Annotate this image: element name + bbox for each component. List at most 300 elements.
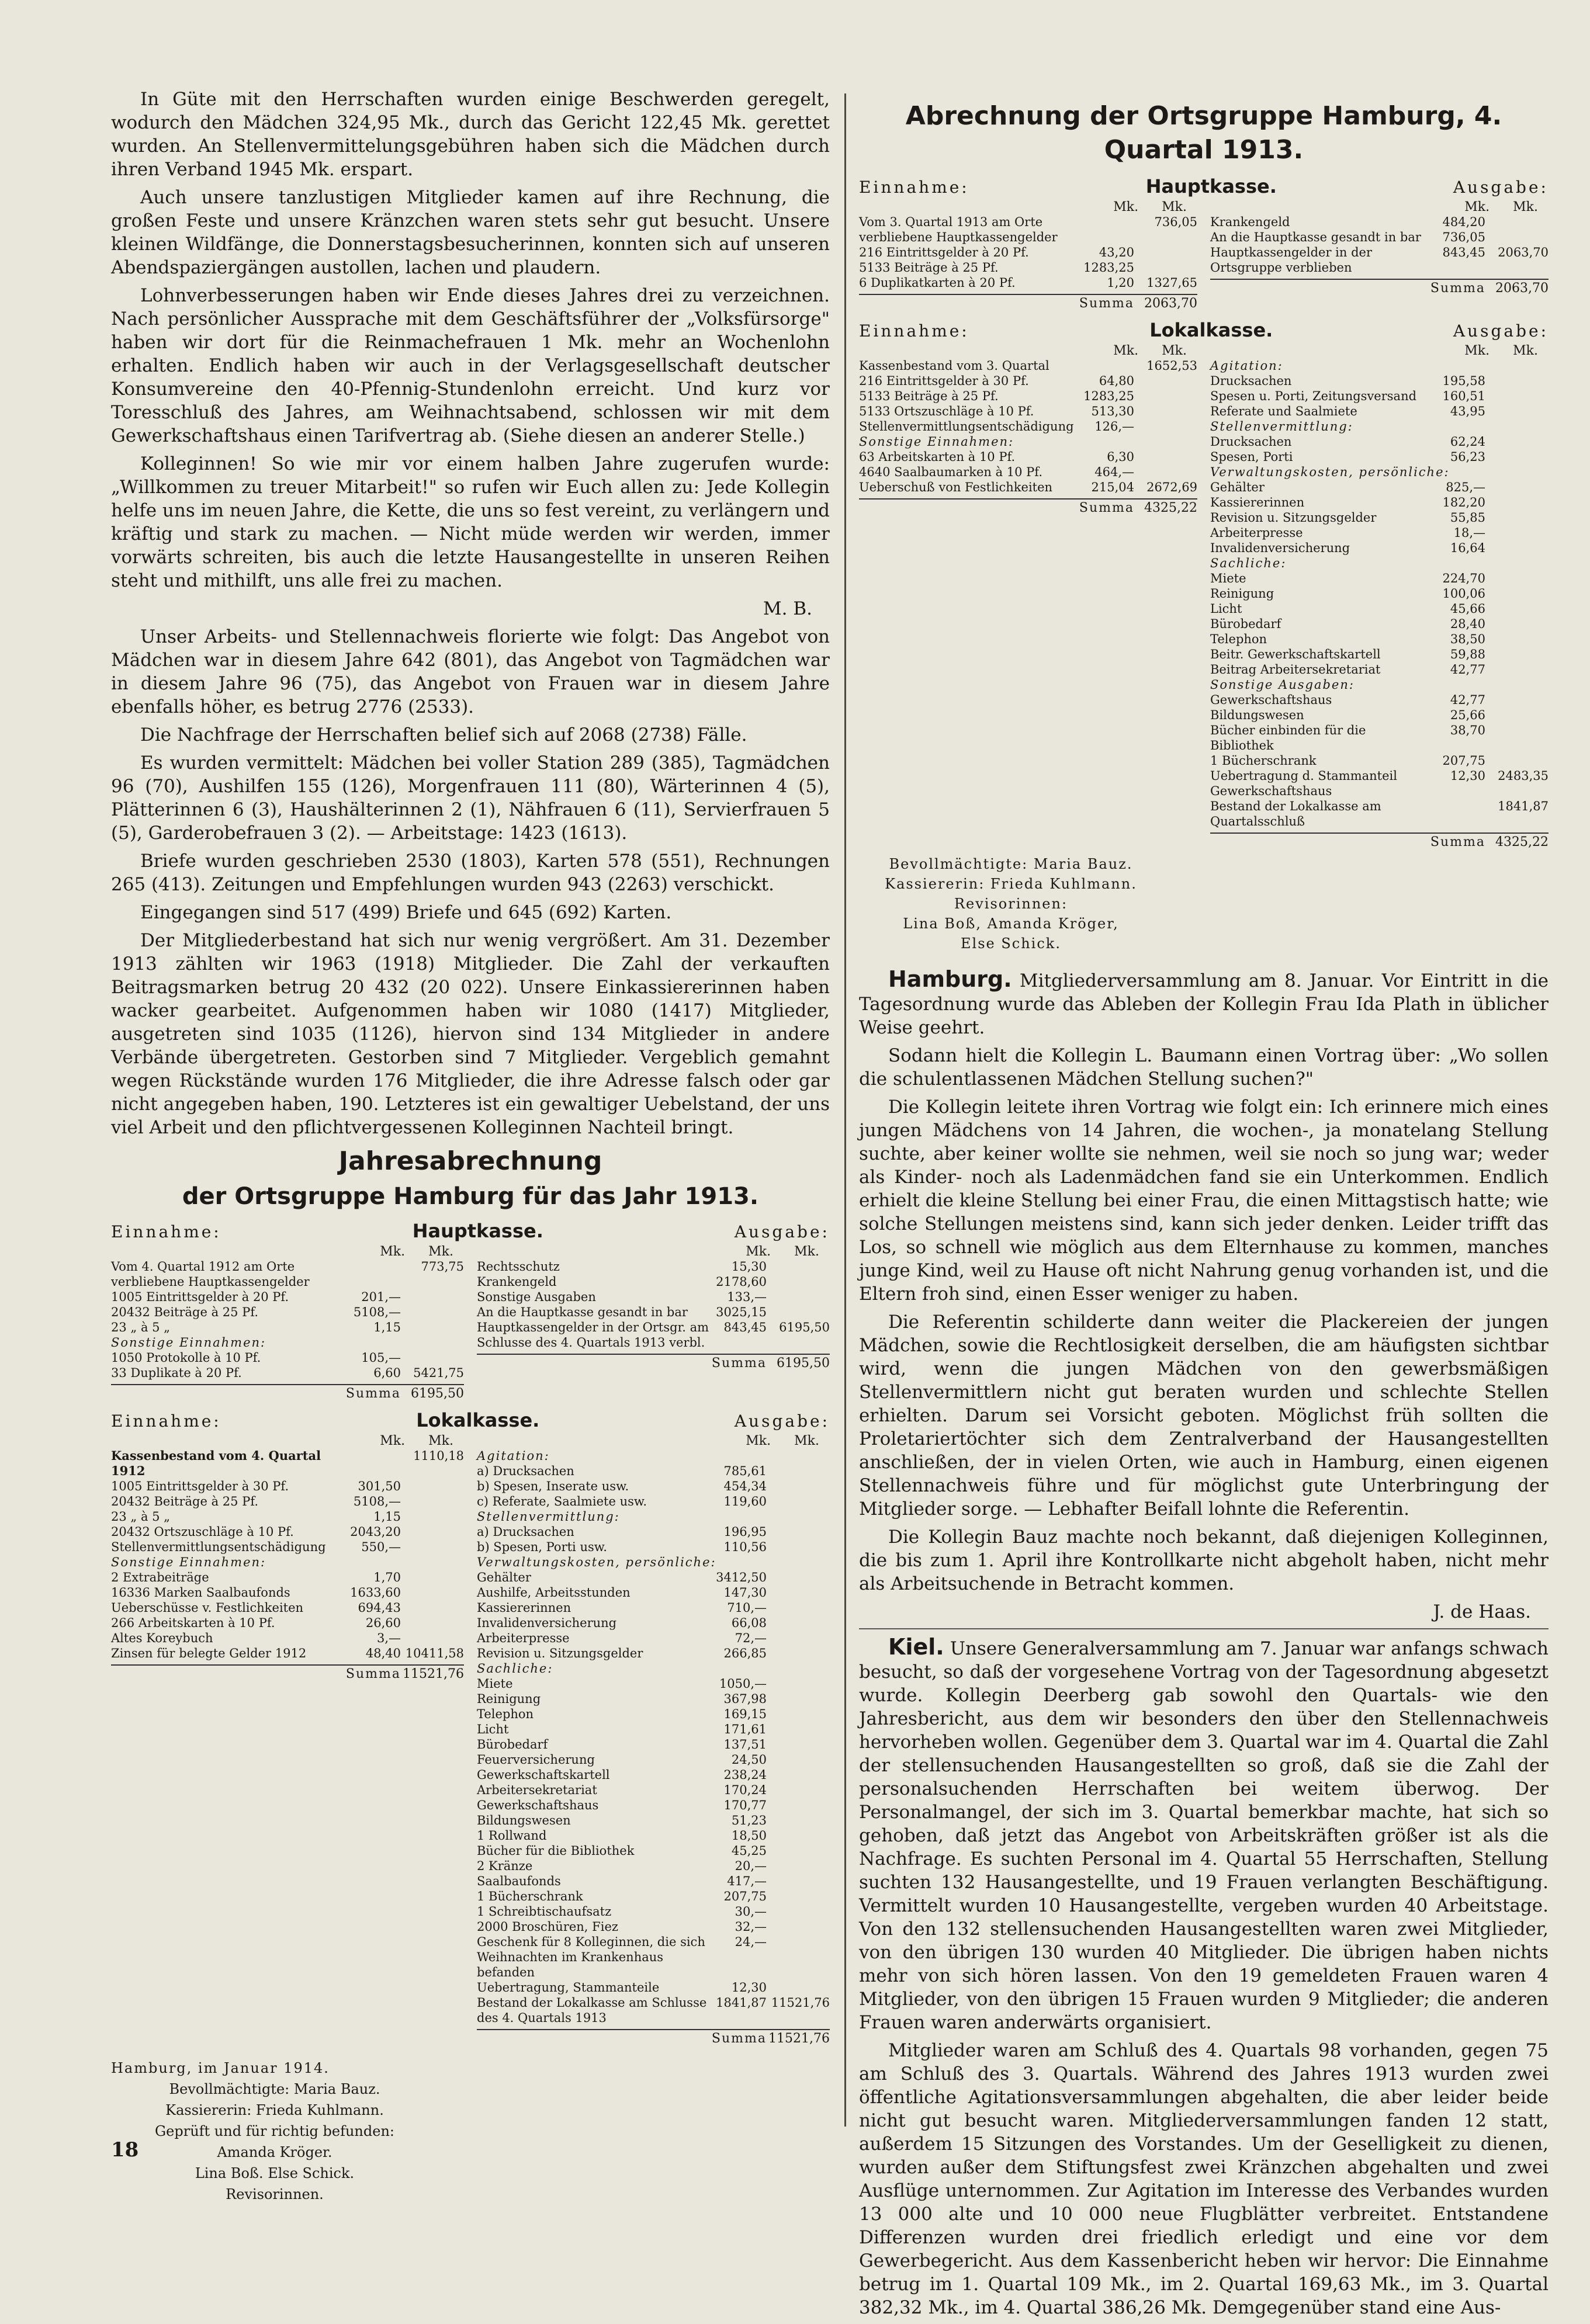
row-label: Bücher einbinden für die Bibliothek [1210,723,1366,752]
account-sum [111,1384,464,1401]
account-row [859,245,1197,260]
account-row [111,1600,464,1615]
row-total [1485,434,1549,449]
row-amount: 1841,87 [716,1996,767,2010]
sum-value: 4325,22 [1495,835,1549,849]
row-amount: 6,60 [373,1366,401,1380]
row-amount: 484,20 [1442,215,1485,229]
row-label: b) Spesen, Inserate usw. [477,1479,629,1493]
row-label: Altes Koreybuch [111,1631,213,1645]
row-amount: 55,85 [1450,511,1485,525]
account-row [111,1524,464,1539]
sum-label: Summa [1430,835,1485,849]
row-amount: 119,60 [723,1494,767,1508]
account-row [1210,389,1549,404]
account-sum [859,294,1197,311]
row-amount: 51,23 [731,1813,767,1827]
row-amount: 3,— [376,1631,401,1645]
paragraph-text: Die Kollegin Bauz machte noch bekannt, daß diejenigen Kolleginnen, die bis zum 1. April ihre Kontrollkarte nicht abgeholt haben, nicht mehr als Arbeitsuchende in Betracht kommen. [859,1527,1549,1594]
paragraph-text: Mitgliederversammlung am 8. Januar. Vor Eintritt in die Tagesordnung wurde das Ableben der Kollegin Frau Ida Plath in üblicher Weise geehrt. [859,970,1549,1038]
row-total [401,1631,464,1646]
account-row [477,1570,830,1585]
hamburg-signature: J. de Haas. [1433,1601,1531,1622]
row-label: 1 Schreibtischaufsatz [477,1905,612,1919]
account-body [859,200,1549,311]
row-total: 773,75 [421,1260,464,1274]
row-amount: 169,15 [723,1707,767,1721]
account-sum [477,1354,830,1371]
row-amount: 105,— [361,1351,401,1365]
row-label: Feuerversicherung [477,1753,595,1767]
account-row [859,358,1197,373]
sum-value: 2063,70 [1495,281,1549,296]
row-amount: 182,20 [1442,495,1485,509]
account-row [859,480,1197,495]
account-row [477,1919,830,1934]
row-label: Gehälter [477,1570,531,1584]
row-total [401,1585,464,1600]
account-sum [859,498,1197,515]
row-label: Sonstige Ausgaben [477,1290,596,1304]
row-amount: 28,40 [1450,617,1485,631]
account-row [477,1479,830,1494]
unit-labels [1210,344,1549,358]
account-row [1210,616,1549,632]
row-amount: 5108,— [353,1494,401,1508]
row-total [767,1919,830,1934]
row-amount: 43,95 [1450,404,1485,418]
row-label: Invalidenversicherung [477,1616,617,1630]
row-amount: 42,77 [1450,662,1485,677]
signer-line: Lina Boß, Amanda Kröger, [903,915,1119,932]
row-total [767,1631,830,1646]
account-left-head: Einnahme: [111,1411,221,1431]
account-row [1210,662,1549,677]
account-row [111,1570,464,1585]
account-row [1210,434,1549,449]
paragraph [859,1310,1549,1521]
row-label: Verwaltungskosten, persönliche: [477,1555,716,1569]
account-row [111,1365,464,1380]
account-row [1210,358,1549,373]
row-total [1485,404,1549,419]
row-amount: 1,20 [1107,276,1134,290]
row-total: 1327,65 [1146,276,1197,290]
row-total [1485,389,1549,404]
row-label: Arbeiterpresse [1210,526,1303,540]
row-total [767,1274,830,1289]
row-amount: 694,43 [358,1601,401,1615]
account-expense [1210,200,1549,311]
account-row [1210,495,1549,510]
row-amount: 20,— [735,1859,767,1873]
row-label: 16336 Marken Saalbaufonds [111,1586,290,1600]
paragraph-text: Sodann hielt die Kollegin L. Baumann einen Vortrag über: „Wo sollen die schulentlassenen Mädchen Stellung suchen?" [859,1045,1549,1090]
report-head-kiel: Kiel. [888,1634,944,1660]
unit-a: Mk. [746,1434,771,1448]
row-total [767,1706,830,1722]
row-amount: 201,— [361,1290,401,1304]
signer-line: Geprüft und für richtig befunden: [154,2123,394,2139]
row-total [767,1737,830,1752]
row-label: 1 Rollwand [477,1829,547,1843]
intro-text [111,88,830,592]
row-total [1485,662,1549,677]
unit-labels [477,1434,830,1448]
row-total [401,1479,464,1494]
row-amount: 126,— [1094,419,1134,433]
row-amount: 224,70 [1442,571,1485,585]
sum-label: Summa [1079,501,1134,515]
paragraph [859,1095,1549,1306]
account-expense [477,1434,830,2046]
row-amount: 45,66 [1450,602,1485,616]
row-label: 1005 Eintrittsgelder à 30 Pf. [111,1479,289,1493]
account-row [111,1479,464,1494]
row-total [767,1813,830,1828]
row-label: Spesen, Porti [1210,450,1293,464]
row-label: Bürobedarf [477,1737,548,1751]
row-amount: 56,23 [1450,450,1485,464]
account-expense [1210,344,1549,849]
row-label: 266 Arbeitskarten à 10 Pf. [111,1616,275,1630]
paragraph: Eingegangen sind 517 (499) Briefe und 645 (692) Karten. [140,902,672,923]
account-row [1210,540,1549,556]
row-amount: 513,30 [1091,404,1134,418]
account-row [477,1259,830,1274]
row-total [1485,692,1549,707]
row-label: Bürobedarf [1210,617,1281,631]
row-total [401,1570,464,1585]
paragraph: Unser Arbeits- und Stellennachweis florierte wie folgt: Das Angebot von Mädchen war in diesem Jahre 642 (801), das Angebot von Tagmädchen war in diesem Jahre 96 (75), das Angebot von Frauen war in diesem Jahre ebenfalls höher, es betrug 2776 (2533). [111,626,830,717]
row-total [1485,586,1549,601]
row-label: Saalbaufonds [477,1874,561,1888]
row-total [1485,723,1549,753]
page-number: 18 [111,2138,139,2162]
unit-labels [1210,200,1549,214]
account-row [1210,677,1549,692]
account-row [1210,723,1549,753]
row-label: 20432 Ortszuschläge à 10 Pf. [111,1525,294,1539]
row-label: Zinsen für belegte Gelder 1912 [111,1646,307,1660]
row-total [767,1524,830,1539]
row-amount: 238,24 [723,1768,767,1782]
row-label: Arbeitersekretariat [477,1783,597,1797]
row-label: Drucksachen [1210,435,1292,449]
unit-a: Mk. [380,1434,406,1448]
account-row [477,1889,830,1904]
sum-label: Summa [711,1356,767,1371]
row-label: Uebertragung, Stammanteile [477,1980,660,1995]
account-row [859,389,1197,404]
paragraph-text: Mitglieder waren am Schluß des 4. Quartals 98 vorhanden, gegen 75 am Schluß des 3. Quartals. Während des Jahres 1913 wurden zwei öffentliche Agitationsversammlungen abgehalten, die aber leider beide nicht gut besucht waren. Mitgliederversammlungen fanden 12 statt, außerdem 15 Sitzungen des Vorstandes. Um der Geselligkeit zu dienen, wurden außer dem Stiftungsfest zwei Kränzchen abgehalten und zwei Ausflüge unternommen. Zur Agitation im Interesse des Verbandes wurden 13 000 alte und 10 000 neue Flugblätter verbreitet. Entstandene Differenzen wurden drei friedlich erledigt und eine vor dem Gewerbegericht. Aus dem Kassenbericht heben wir hervor: Die Einnahme betrug im 1. Quartal 109 Mk., im 2. Quartal 169,63 Mk., im 3. Quartal 382,32 Mk., im 4. Quartal 386,26 Mk. Demgegenüber stand eine Aus- [859,2040,1549,2318]
row-label: a) Drucksachen [477,1464,574,1478]
account-row [477,1615,830,1631]
unit-a: Mk. [746,1244,771,1259]
account-mid-head: Hauptkasse. [1145,175,1277,197]
account-row [477,1752,830,1767]
row-total [1485,480,1549,495]
account-row [477,1980,830,1995]
sum-label: Summa [711,2031,767,2046]
account-row [1210,464,1549,480]
account-row [111,1289,464,1305]
account-row [477,1509,830,1524]
row-amount: 38,50 [1450,632,1485,646]
row-label: 1 Bücherschrank [477,1889,583,1903]
signer-line: Else Schick. [961,935,1061,952]
row-label: Bildungswesen [477,1813,571,1827]
account-row [111,1615,464,1631]
left-column [111,88,830,2205]
sum-value: 2063,70 [1144,296,1197,311]
row-total: 6195,50 [779,1320,830,1334]
sum-value: 4325,22 [1144,501,1197,515]
row-label: Sonstige Einnahmen: [111,1555,266,1569]
row-total [1485,214,1549,230]
row-label: 216 Eintrittsgelder à 30 Pf. [859,374,1029,388]
row-amount: 43,20 [1099,245,1134,259]
row-total [401,1289,464,1305]
row-label: 5133 Beiträge à 25 Pf. [859,389,999,403]
row-amount [1429,799,1485,829]
paragraph: In Güte mit den Herrschaften wurden einige Beschwerden geregelt, wodurch den Mädchen 324,95 Mk., durch das Gericht 122,45 Mk. gerettet wurden. An Stellenvermittelungsgebühren haben sich die Mädchen durch ihren Verband 1945 Mk. erspart. [111,89,830,180]
account-row [477,1274,830,1289]
row-amount: 59,88 [1450,647,1485,661]
row-amount: 6,30 [1107,450,1134,464]
row-total [767,1752,830,1767]
row-total [401,1615,464,1631]
row-label: Reinigung [1210,587,1274,601]
row-label: c) Referate, Saalmiete usw. [477,1494,647,1508]
account-row [111,1585,464,1600]
account-row [111,1335,464,1350]
account-row [477,1494,830,1509]
row-total [1134,404,1197,419]
signer-line: Kassiererin: Frieda Kuhlmann. [885,876,1137,892]
unit-b: Mk. [428,1244,453,1259]
account-row [477,1539,830,1555]
row-amount: 843,45 [723,1320,767,1334]
row-label: Stellenvermittlung: [1210,419,1353,433]
row-amount: 195,58 [1442,374,1485,388]
row-amount: 72,— [735,1631,767,1645]
row-label: Gewerkschaftskartell [477,1768,610,1782]
row-amount: 42,77 [1450,693,1485,707]
row-amount: 32,— [735,1920,767,1934]
row-amount: 12,30 [1450,769,1485,783]
sum-value: 11521,76 [768,2031,830,2046]
row-amount: 110,56 [723,1540,767,1554]
row-amount: 367,98 [723,1692,767,1706]
paragraph-text: Die Kollegin leitete ihren Vortrag wie folgt ein: Ich erinnere mich eines jungen Mädchens von 14 Jahren, die wochen-, ja monatelang Stellung suchte, aber keiner wollte sie nehmen, weil sie noch so jung war; weder als Kinder- noch als Ladenmädchen fand sie ein Unterkommen. Endlich erhielt die kleine Stellung bei einer Frau, die einen Mittagstisch hatte; wie solche Stellungen meistens sind, kann sich jeder denken. Leider trifft das Los, so schnell wie möglich aus dem Elternhause zu kommen, manches junge Kind, weil zu Hause oft nicht Nahrung genug vorhanden ist, und die Eltern froh sind, einen Esser weniger zu haben. [859,1097,1549,1305]
row-total [1134,449,1197,464]
account-row [477,1934,830,1980]
signer-line: Bevollmächtigte: Maria Bauz. [169,2081,380,2097]
account-row [477,1524,830,1539]
hamburg-report [859,967,1549,1624]
row-total: 10411,58 [405,1646,464,1660]
paragraph: Kolleginnen! So wie mir vor einem halben Jahre zugerufen wurde: „Willkommen zu treuer Mitarbeit!" so rufen wir Euch allen zu: Jede Kollegin helfe uns im neuen Jahre, die Kette, die uns so fest vereint, zu verlängern und kräftig und stark zu machen. — Nicht müde werden wir werden, immer vorwärts schreiten, bis auch die letzte Hausangestellte in unseren Reihen steht und mithilft, uns alle frei zu machen. [111,453,830,591]
row-label: Bildungswesen [1210,708,1304,722]
row-label: Stellenvermittlungsentschädigung [111,1540,326,1554]
row-amount: 266,85 [723,1646,767,1660]
paragraph-text: Die Referentin schilderte dann weiter die Plackereien der jungen Mädchen, sowie die Rechtlosigkeit derselben, die am häufigsten sichtbar wird, wenn die jungen Mädchen von den gewerbsmäßigen Stellenvermittlern nicht gut beraten wurden und schlechte Stellen erhielten. Darum sei Vorsicht geboten. Möglichst früh sollten die Proletariertöchter sich dem Zentralverband der Hausangestellten anschließen, der in vielen Orten, wie auch in Hamburg, einen eigenen Stellennachweis führe und für möglichst gute Unterbringung der Mitglieder sorge. — Lebhafter Beifall lohnte die Referentin. [859,1312,1549,1520]
row-label: Miete [1210,571,1246,585]
row-total [767,1874,830,1889]
row-label: Bücher für die Bibliothek [477,1844,635,1858]
row-amount: 1633,60 [350,1586,401,1600]
account-row [859,275,1197,290]
row-total [1134,245,1197,260]
row-total [1485,707,1549,723]
signer-line: Amanda Kröger. [217,2144,332,2160]
account-row [1210,525,1549,540]
row-label: Ueberschuß von Festlichkeiten [859,480,1053,494]
row-total [1485,495,1549,510]
account-row [1210,586,1549,601]
row-label: Referate und Saalmiete [1210,404,1357,418]
row-amount: 170,24 [723,1783,767,1797]
account-left-head: Einnahme: [111,1222,221,1241]
row-total: 2672,69 [1146,480,1197,494]
account-right-head: Ausgabe: [734,1411,830,1431]
row-label: Licht [1210,602,1242,616]
account-row [111,1320,464,1335]
row-label: Hauptkassengelder in der Ortsgruppe verblieben [1210,245,1372,275]
account-row [1210,214,1549,230]
account-row [477,1600,830,1615]
row-amount: 301,50 [358,1479,401,1493]
signer-line: Revisorinnen: [954,896,1068,912]
account-row [477,1691,830,1706]
row-label: Licht [477,1722,509,1736]
row-amount: 16,64 [1450,541,1485,555]
row-label: Vom 3. Quartal 1913 am Orte verbliebene Hauptkassengelder [859,215,1058,244]
row-total [767,1934,830,1980]
row-label: Revision u. Sitzungsgelder [1210,511,1377,525]
row-total [1485,525,1549,540]
row-total: 1652,53 [1146,359,1197,373]
account-header [859,319,1549,341]
row-amount: 45,25 [731,1844,767,1858]
row-total [1485,230,1549,245]
account-row [477,1585,830,1600]
account-header [859,175,1549,197]
account-row [1210,768,1549,799]
account-row [1210,480,1549,495]
row-total: 2483,35 [1498,769,1549,783]
row-amount: 417,— [727,1874,767,1888]
stats-text [111,625,830,1139]
row-total [767,1570,830,1585]
row-amount: 710,— [727,1601,767,1615]
row-total [767,1289,830,1305]
account-row [477,1463,830,1479]
row-total [767,1722,830,1737]
account-row [477,1646,830,1661]
account-row [1210,753,1549,768]
row-label: Invalidenversicherung [1210,541,1350,555]
row-amount [345,1448,401,1479]
row-total [767,1479,830,1494]
row-label: Sonstige Einnahmen: [111,1336,266,1350]
account-left-head: Einnahme: [859,178,969,197]
row-label: Gewerkschaftshaus [477,1798,599,1812]
sum-label: Summa [1079,296,1134,311]
row-label: 1 Bücherschrank [1210,754,1317,768]
row-total [401,1524,464,1539]
row-label: Stellenvermittlung: [477,1510,620,1524]
account-row [477,1737,830,1752]
row-total [767,1828,830,1843]
row-total [1485,373,1549,389]
row-amount: 38,70 [1450,723,1485,737]
row-amount: 137,51 [723,1737,767,1751]
account-row [1210,245,1549,275]
row-label: Telephon [477,1707,534,1721]
row-label: Arbeiterpresse [477,1631,570,1645]
account-body [111,1244,830,1401]
account-row [477,1555,830,1570]
account-row [477,1828,830,1843]
row-label: Agitation: [1210,359,1283,373]
sum-value: 11521,76 [403,1667,464,1681]
row-total [767,1615,830,1631]
row-label: Geschenk für 8 Kolleginnen, die sich Weihnachten im Krankenhaus befanden [477,1935,705,1979]
row-amount [345,1259,401,1289]
row-total [401,1509,464,1524]
closing-signers [111,2079,438,2205]
row-amount: 1283,25 [1083,261,1134,275]
sum-label: Summa [345,1667,401,1681]
account-row [477,1798,830,1813]
row-amount: 170,77 [723,1798,767,1812]
row-total [1485,632,1549,647]
account-row [859,260,1197,275]
row-total [767,1676,830,1691]
sum-label: Summa [345,1386,401,1401]
row-label: 4640 Saalbaumarken à 10 Pf. [859,465,1042,479]
account-row [1210,647,1549,662]
account-row [477,1676,830,1691]
account-row [111,1631,464,1646]
unit-b: Mk. [1513,344,1538,358]
column-divider [844,93,846,2127]
row-total [1485,449,1549,464]
account-row [1210,556,1549,571]
quarter-hauptkasse [859,175,1549,311]
account-row [1210,230,1549,245]
account-sum [1210,279,1549,296]
account-row [477,1813,830,1828]
row-label: Kassiererinnen [1210,495,1305,509]
row-label: 23 „ à 5 „ [111,1510,171,1524]
row-total [767,1767,830,1782]
row-amount [1078,214,1134,245]
account-row [111,1350,464,1365]
row-total [1485,647,1549,662]
annual-hauptkasse [111,1220,830,1401]
row-amount: 1,70 [373,1570,401,1584]
account-row [477,1631,830,1646]
row-label: Ueberschüsse v. Festlichkeiten [111,1601,304,1615]
unit-a: Mk. [1113,344,1139,358]
row-total [767,1980,830,1995]
row-label: Bestand der Lokalkasse am Quartalsschluß [1210,799,1381,828]
row-total [767,1843,830,1858]
row-amount: 25,66 [1450,708,1485,722]
